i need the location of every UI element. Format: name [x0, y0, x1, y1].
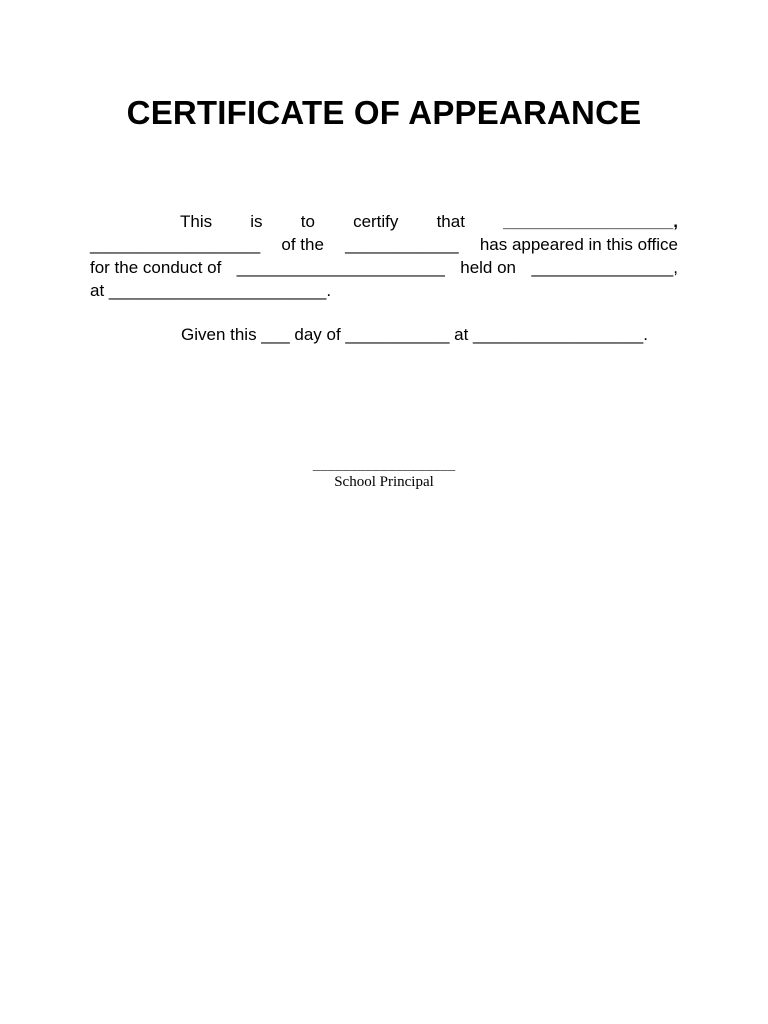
given-line: Given this ___ day of ___________ at __________________. [181, 325, 648, 344]
date-blank: _______________, [531, 258, 678, 277]
conduct-text: for the conduct of [90, 258, 222, 277]
office-line [90, 233, 678, 256]
conduct-line [90, 256, 678, 279]
activity-blank: ______________________ [236, 258, 445, 277]
signature-label: School Principal [334, 474, 434, 490]
word-certify: certify [353, 212, 399, 231]
word-to: to [300, 212, 315, 231]
certify-line [180, 210, 678, 233]
appeared-text: has appeared in this office [479, 235, 678, 254]
position-blank: __________________ [90, 235, 261, 254]
word-is: is [250, 212, 263, 231]
of-the-text: of the [281, 235, 324, 254]
word-this: This [180, 212, 213, 231]
held-on-text: held on [460, 258, 517, 277]
name-blank: __________________, [503, 212, 678, 231]
certificate-title: CERTIFICATE OF APPEARANCE [126, 94, 642, 131]
word-that: that [436, 212, 465, 231]
organization-blank: ____________ [345, 235, 459, 254]
location-line: at _______________________. [90, 281, 332, 300]
signature-line: ___________________ [312, 453, 456, 471]
